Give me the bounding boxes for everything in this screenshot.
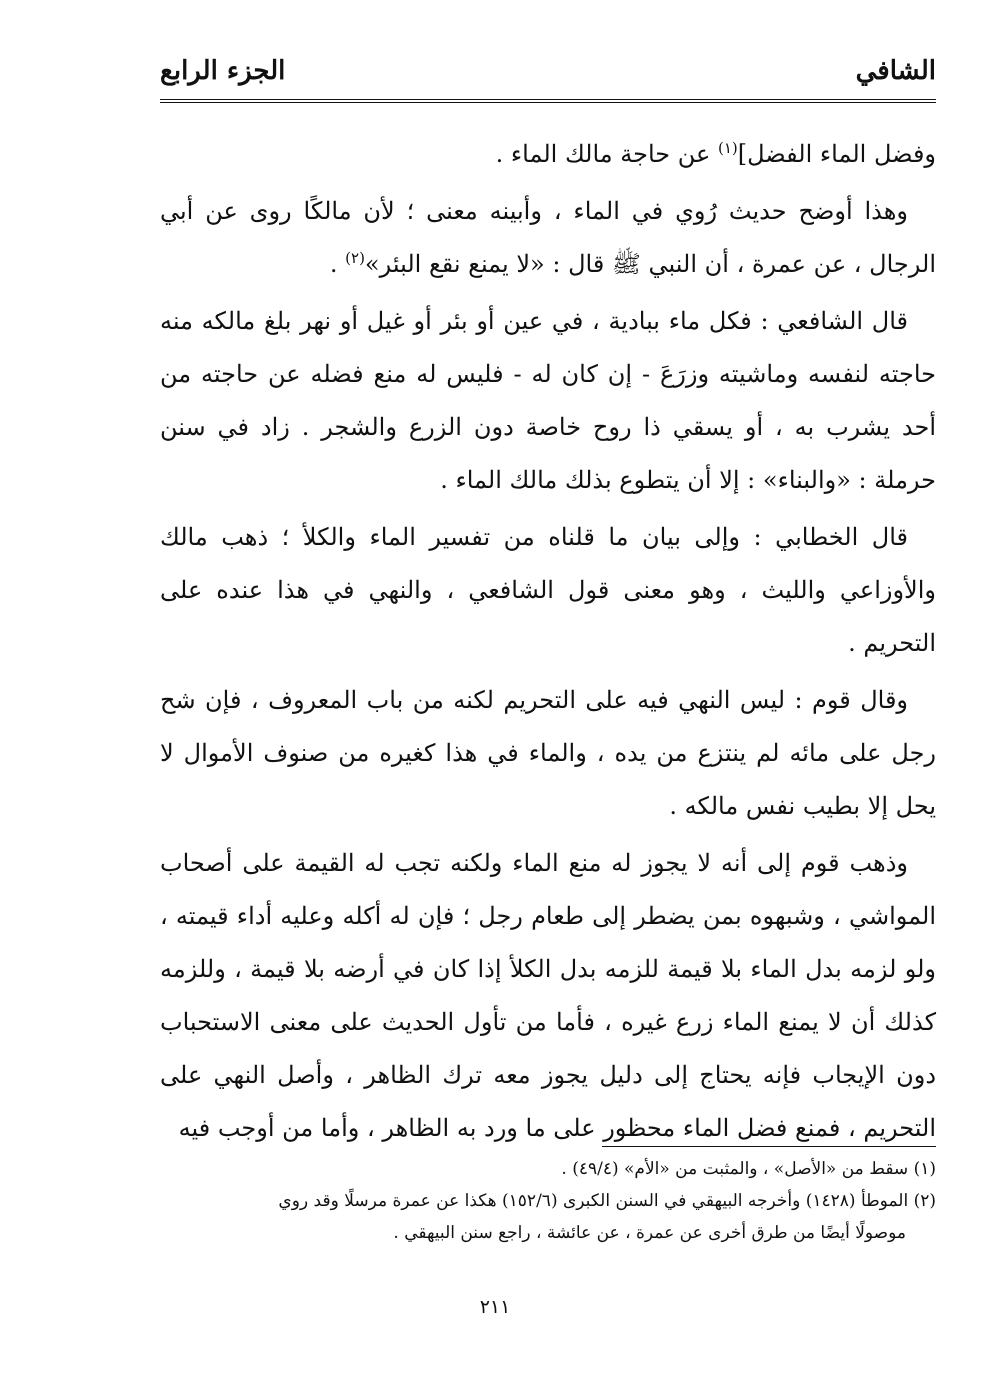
main-text <box>160 128 936 1155</box>
page-number: ٢١١ <box>479 1296 511 1318</box>
book-title: الشافي <box>855 56 936 86</box>
footnote-1: (١) سقط من «الأصل» ، والمثبت من «الأم» (٤٩/٤) . <box>561 1159 936 1179</box>
paragraph-1: وفضل الماء الفضل]$^{(١)}$ عن حاجة مالك الماء . <box>495 139 936 168</box>
footnote-divider <box>602 1146 936 1147</box>
footnote-2-continued: موصولًا أيضًا من طرق أخرى عن عمرة ، عن عائشة ، راجع سنن البيهقي . <box>393 1223 906 1243</box>
footnote-ref-2: (٢) <box>345 249 365 267</box>
paragraph-5: وقال قوم : ليس النهي فيه على التحريم لكنه من باب المعروف ، فإن شح رجل على مائه لم ينتزع من يده ، والماء في هذا كغيره من صنوف الأموال لا يحل إلا بطيب نفس مالكه . <box>160 686 936 820</box>
footnote-ref-1: (١) <box>717 139 738 157</box>
paragraph-6: وذهب قوم إلى أنه لا يجوز له منع الماء ولكنه تجب له القيمة على أصحاب المواشي ، وشبهوه بمن يضطر إلى طعام رجل ؛ فإن له أكله وعليه أداء قيمته ، ولو لزمه بدل الماء بلا قيمة للزمه بدل الكلأ إذا كان في أرضه بلا قيمة ، وللزمه كذلك أن لا يمنع الماء زرع غيره ، فأما من تأول الحديث على معنى الاستحباب دون الإيجاب فإنه يحتاج إلى دليل يجوز معه ترك الظاهر ، وأصل النهي على التحريم ، فمنع فضل الماء محظور على ما ورد به الظاهر ، وأما من أوجب فيه <box>160 849 936 1142</box>
paragraph-4: قال الخطابي : وإلى بيان ما قلناه من تفسير الماء والكلأ ؛ ذهب مالك والأوزاعي والليث ، وهو معنى قول الشافعي ، والنهي في هذا عنده على التحريم . <box>160 523 936 657</box>
running-header <box>160 52 936 96</box>
volume-label: الجزء الرابع <box>160 56 286 86</box>
paragraph-2: وهذا أوضح حديث رُوي في الماء ، وأبينه معنى ؛ لأن مالكًا روى عن أبي الرجال ، عن عمرة ، أن النبي ﷺ قال : «لا يمنع نقع البئر»$^{(٢)}$ . <box>160 197 936 278</box>
paragraph-3: قال الشافعي : فكل ماء ببادية ، في عين أو بئر أو غيل أو نهر بلغ مالكه منه حاجته لنفسه وماشيته وزرَعَ - إن كان له - فليس له منع فضله عن حاجته من أحد يشرب به ، أو يسقي ذا روح خاصة دون الزرع والشجر . زاد في سنن حرملة : «والبناء» : إلا أن يتطوع بذلك مالك الماء . <box>160 307 937 494</box>
footnotes <box>160 1153 936 1249</box>
header-divider <box>160 99 936 103</box>
footnote-2: (٢) الموطأ (١٤٢٨) وأخرجه البيهقي في السنن الكبرى (١٥٢/٦) هكذا عن عمرة مرسلًا وقد روي <box>278 1191 936 1211</box>
